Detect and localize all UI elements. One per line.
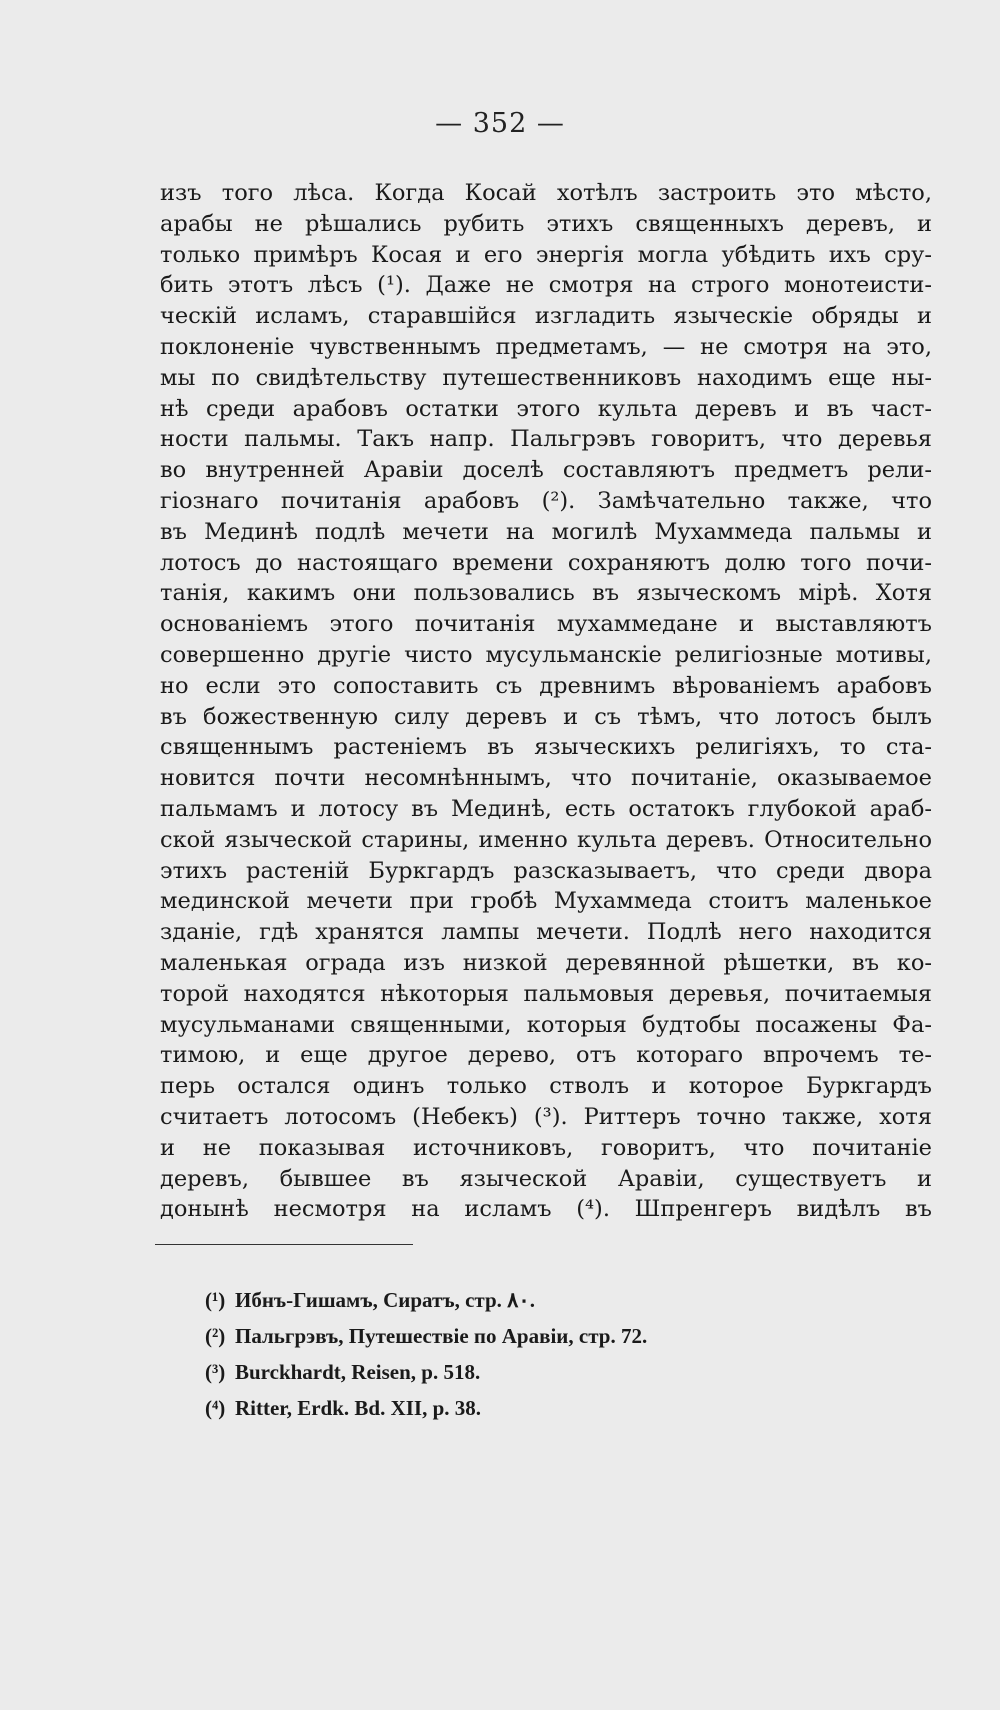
text-line: пальмамъ и лотосу въ Мединѣ, есть остатокъ глубокой араб-	[160, 795, 932, 822]
text-line: торой находятся нѣкоторыя пальмовыя деревья, почитаемыя	[160, 980, 932, 1007]
text-line: этихъ растеній Буркгардъ разсказываетъ, что среди двора	[160, 857, 932, 884]
text-line: арабы не рѣшались рубить этихъ священныхъ деревъ, и	[160, 210, 932, 237]
footnote-text: Ибнъ-Гишамъ, Сиратъ, стр. ۸۰.	[235, 1288, 535, 1312]
text-line: мединской мечети при гробѣ Мухаммеда стоитъ маленькое	[160, 888, 932, 915]
footnote	[205, 1390, 805, 1426]
text-line: въ божественную силу деревъ и съ тѣмъ, что лотосъ былъ	[160, 703, 932, 730]
text-line: и не показывая источниковъ, говоритъ, что почитаніе	[160, 1134, 932, 1161]
text-line: считаетъ лотосомъ (Небекъ) (³). Риттеръ точно также, хотя	[160, 1103, 932, 1130]
text-line: основаніемъ этого почитанія мухаммедане и выставляютъ	[160, 611, 932, 638]
text-line: зданіе, гдѣ хранятся лампы мечети. Подлѣ него находится	[160, 919, 932, 946]
footnote-mark: (²)	[205, 1324, 226, 1348]
footnotes	[205, 1282, 805, 1426]
text-line: но если это сопоставить съ древнимъ вѣрованіемъ арабовъ	[160, 672, 932, 699]
text-line: деревъ, бывшее въ языческой Аравіи, существуетъ и	[160, 1165, 932, 1192]
footnote-separator	[155, 1244, 413, 1245]
footnote-text: Burckhardt, Reisen, p. 518.	[235, 1360, 481, 1384]
footnote-text: Пальгрэвъ, Путешествіе по Аравіи, стр. 72.	[235, 1324, 648, 1348]
footnote	[205, 1354, 805, 1390]
text-line: во внутренней Аравіи доселѣ составляютъ предметъ рели-	[160, 457, 932, 484]
footnote-mark: (¹)	[205, 1288, 226, 1312]
body-text	[160, 178, 932, 1225]
text-line: только примѣръ Косая и его энергія могла убѣдить ихъ сру-	[160, 241, 932, 268]
text-line: тимою, и еще другое дерево, отъ котораго впрочемъ те-	[160, 1042, 932, 1069]
text-line: нѣ среди арабовъ остатки этого культа деревъ и въ част-	[160, 395, 932, 422]
footnote	[205, 1318, 805, 1354]
text-line: новится почти несомнѣннымъ, что почитаніе, оказываемое	[160, 765, 932, 792]
text-line: ности пальмы. Такъ напр. Пальгрэвъ говоритъ, что деревья	[160, 426, 932, 453]
text-line: въ Мединѣ подлѣ мечети на могилѣ Мухаммеда пальмы и	[160, 518, 932, 545]
text-line: перь остался одинъ только стволъ и которое Буркгардъ	[160, 1073, 932, 1100]
text-line: ческій исламъ, старавшійся изгладить языческіе обряды и	[160, 303, 932, 330]
text-line: донынѣ несмотря на исламъ (⁴). Шпренгеръ видѣлъ въ	[160, 1196, 932, 1223]
text-line: маленькая ограда изъ низкой деревянной рѣшетки, въ ко-	[160, 949, 932, 976]
text-line: поклоненіе чувственнымъ предметамъ, — не смотря на это,	[160, 333, 932, 360]
text-line: гіознаго почитанія арабовъ (²). Замѣчательно также, что	[160, 487, 932, 514]
text-line: бить этотъ лѣсъ (¹). Даже не смотря на строго монотеисти-	[160, 272, 932, 299]
footnote-text: Ritter, Erdk. Bd. XII, p. 38.	[235, 1396, 482, 1420]
text-line: священнымъ растеніемъ въ языческихъ религіяхъ, то ста-	[160, 734, 932, 761]
text-line: изъ того лѣса. Когда Косай хотѣлъ застроить это мѣсто,	[160, 180, 932, 206]
footnote-mark: (³)	[205, 1360, 226, 1384]
footnote	[205, 1282, 805, 1318]
footnote-mark: (⁴)	[205, 1396, 226, 1420]
page-number: — 352 —	[435, 108, 565, 139]
text-line: совершенно другіе чисто мусульманскіе религіозные мотивы,	[160, 641, 932, 668]
text-line: ской языческой старины, именно культа деревъ. Относительно	[160, 826, 932, 853]
text-line: лотосъ до настоящаго времени сохраняютъ долю того почи-	[160, 549, 932, 576]
text-line: мусульманами священными, которыя будтобы посажены Фа-	[160, 1011, 932, 1038]
text-line: танія, какимъ они пользовались въ языческомъ мірѣ. Хотя	[160, 580, 932, 607]
text-line: мы по свидѣтельству путешественниковъ находимъ еще ны-	[160, 364, 932, 391]
